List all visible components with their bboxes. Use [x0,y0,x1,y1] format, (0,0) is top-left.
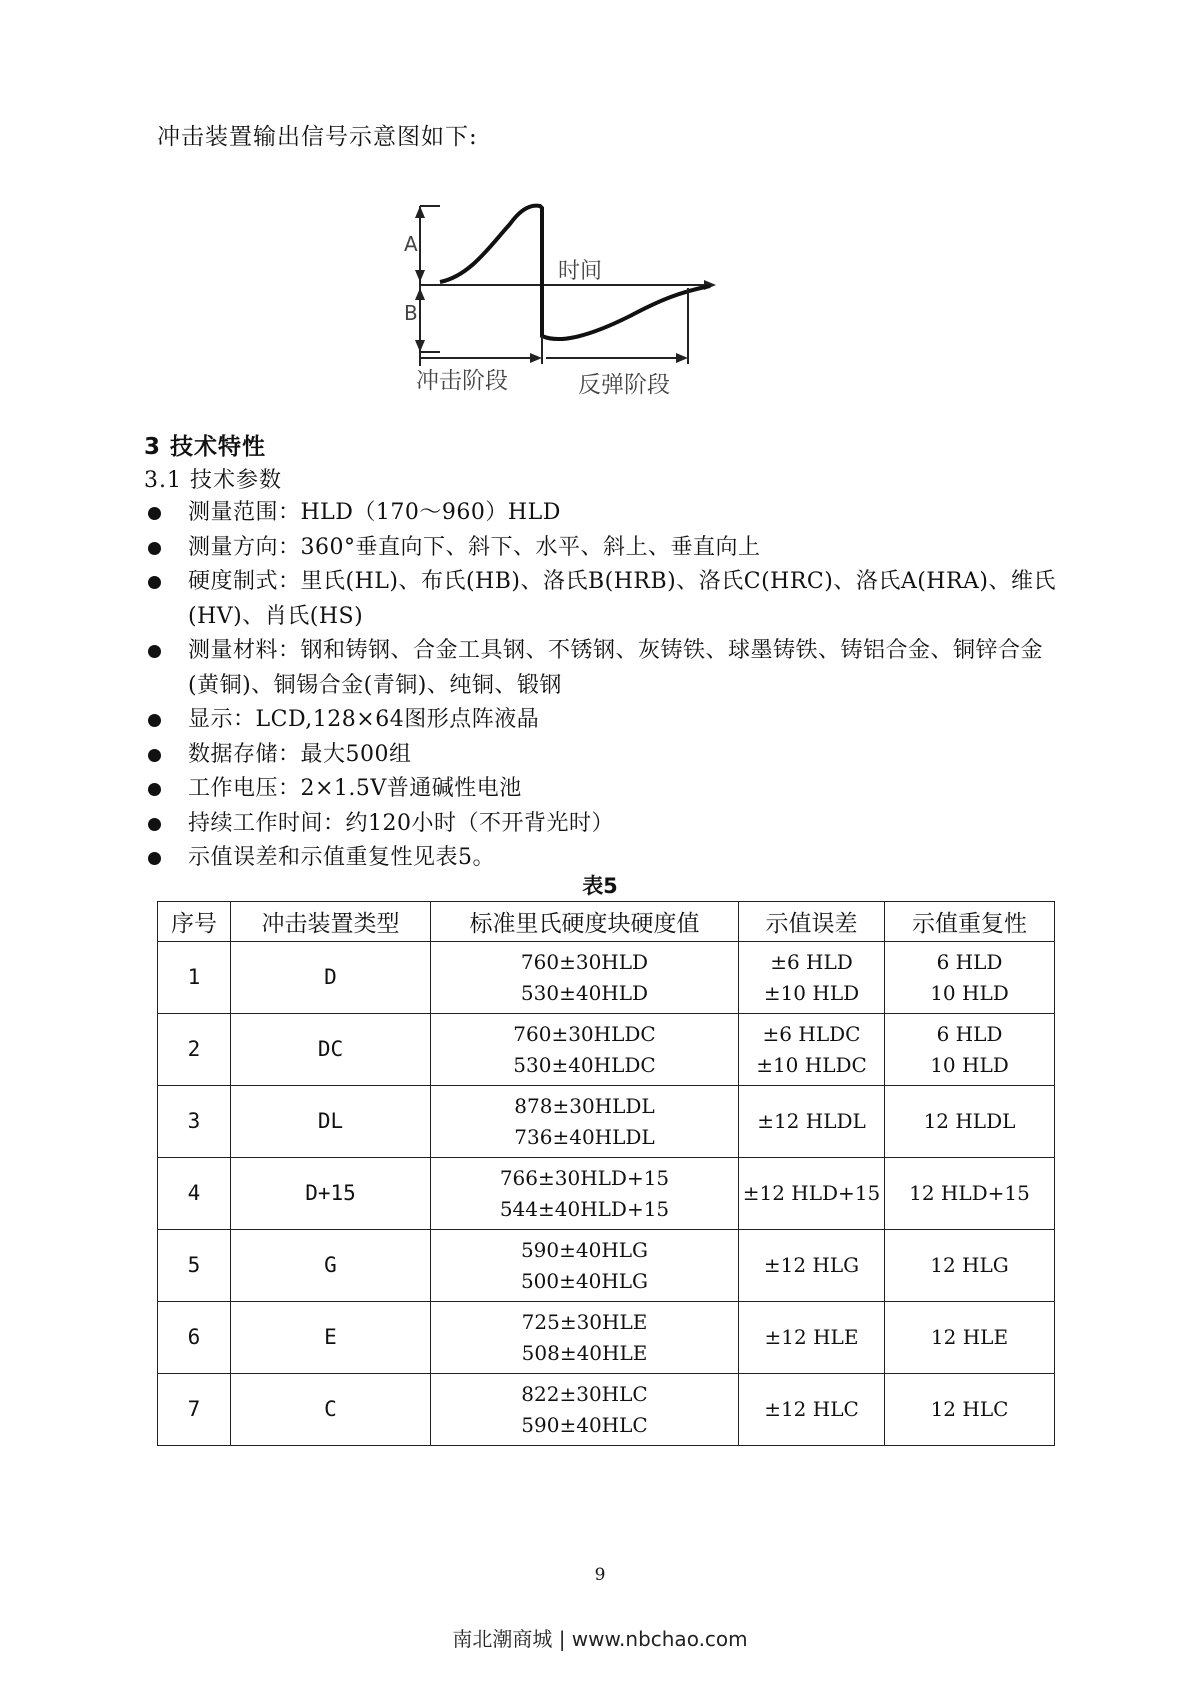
table-row [158,942,1055,1014]
table-header-row [158,902,1055,942]
bullet-dot-icon [148,542,161,555]
cell-repeatability: 12 HLDL [885,1086,1055,1158]
bullet-text: 工作电压：2×1.5V普通碱性电池 [188,776,522,801]
bullet-item [144,807,1074,842]
cell-no: 5 [158,1230,231,1302]
cell-error: ±12 HLG [739,1230,885,1302]
bullet-text: 持续工作时间：约120小时（不开背光时） [188,810,614,836]
cell-type: DL [231,1086,431,1158]
bullet-dot-icon [148,507,161,520]
cell-no: 6 [158,1302,231,1374]
cell-standard-line: 760±30HLDC [513,1021,656,1046]
cell-repeatability: 12 HLC [885,1374,1055,1446]
cell-type: D [231,942,431,1014]
b-bottom-arrow [415,340,425,352]
cell-standard-line: 508±40HLE [521,1340,648,1365]
cell-error: ±12 HLD+15 [739,1158,885,1230]
cell-error-line: ±6 HLD [770,949,853,974]
header-device-type: 冲击装置类型 [231,902,431,942]
signal-diagram-svg [404,196,770,416]
cell-no: 1 [158,942,231,1014]
bullet-dot-icon [148,645,161,658]
bullet-text: 测量方向：360°垂直向下、斜下、水平、斜上、垂直向上 [188,534,761,560]
header-no: 序号 [158,902,231,942]
cell-standard-line: 760±30HLD [520,949,649,974]
cell-standard-line: 822±30HLC [521,1381,648,1406]
cell-standard [431,1086,739,1158]
cell-standard [431,1302,739,1374]
diagram-intro-text: 冲击装置输出信号示意图如下: [157,124,478,150]
label-rebound-stage: 反弹阶段 [578,372,670,398]
cell-type: C [231,1374,431,1446]
label-time: 时间 [558,259,603,284]
cell-standard-line: 590±40HLG [520,1237,649,1262]
cell-error: ±12 HLC [739,1374,885,1446]
cell-error: ±12 HLE [739,1302,885,1374]
impact-stage-arrowhead [530,353,542,363]
cell-repeatability-line: 6 HLD [936,949,1003,974]
cell-repeatability: 12 HLG [885,1230,1055,1302]
footer-site-label: 南北潮商城 | www.nbchao.com [452,1627,748,1651]
header-repeatability: 示值重复性 [885,902,1055,942]
a-top-arrow [415,206,425,218]
a-bottom-arrow [415,270,425,282]
bullet-item [144,703,1074,738]
cell-type: D+15 [231,1158,431,1230]
cell-repeatability: 12 HLE [885,1302,1055,1374]
cell-standard [431,1158,739,1230]
label-impact-stage: 冲击阶段 [416,368,508,394]
b-top-arrow [415,288,425,300]
cell-error [739,942,885,1014]
bullet-text: 显示：LCD,128×64图形点阵液晶 [188,707,540,732]
cell-standard [431,1014,739,1086]
cell-type: E [231,1302,431,1374]
cell-repeatability: 12 HLD+15 [885,1158,1055,1230]
cell-standard-line: 766±30HLD+15 [499,1165,670,1190]
cell-repeatability [885,1014,1055,1086]
cell-no: 7 [158,1374,231,1446]
cell-repeatability-line: 6 HLD [936,1021,1003,1046]
table-row [158,1230,1055,1302]
label-b: B [404,301,418,325]
cell-repeatability-line: 10 HLD [930,1052,1009,1077]
page-number: 9 [594,1565,606,1585]
table-row [158,1374,1055,1446]
bullet-item [144,496,1074,531]
rebound-stage-arrowhead [676,353,688,363]
cell-no: 4 [158,1158,231,1230]
table-row [158,1158,1055,1230]
subsection-title: 3.1 技术参数 [144,468,282,493]
header-error: 示值误差 [739,902,885,942]
cell-type: G [231,1230,431,1302]
cell-error-line: ±10 HLDC [756,1052,867,1077]
bullet-text: 测量材料：钢和铸钢、合金工具钢、不锈钢、灰铸铁、球墨铸铁、铸铝合金、铜锌合金(黄铜)、铜锡合金(青铜)、纯铜、锻钢 [188,638,1044,698]
cell-no: 2 [158,1014,231,1086]
cell-error: ±12 HLDL [739,1086,885,1158]
cell-error [739,1014,885,1086]
cell-standard-line: 544±40HLD+15 [499,1196,670,1221]
cell-repeatability-line: 10 HLD [930,980,1009,1005]
cell-standard-line: 530±40HLDC [513,1052,656,1077]
cell-no: 3 [158,1086,231,1158]
bullet-item [144,772,1074,807]
bullet-dot-icon [148,852,161,865]
cell-type: DC [231,1014,431,1086]
bullet-text: 数据存储：最大500组 [188,741,412,767]
cell-standard [431,1374,739,1446]
cell-standard-line: 590±40HLC [521,1412,648,1437]
cell-standard-line: 736±40HLDL [514,1124,655,1149]
bullet-item [144,738,1074,773]
cell-standard-line: 530±40HLD [520,980,649,1005]
cell-repeatability [885,942,1055,1014]
bullet-text: 示值误差和示值重复性见表5。 [188,845,495,870]
cell-standard-line: 500±40HLG [520,1268,649,1293]
accuracy-table [157,901,1055,1446]
section-title: 3 技术特性 [144,434,267,460]
table-row [158,1086,1055,1158]
bullet-text: 测量范围：HLD（170～960）HLD [188,500,561,525]
cell-standard [431,942,739,1014]
bullet-dot-icon [148,749,161,762]
bullet-item [144,531,1074,566]
cell-standard-line: 878±30HLDL [514,1093,655,1118]
bullet-item [144,565,1074,634]
table-row [158,1302,1055,1374]
header-standard-block: 标准里氏硬度块硬度值 [431,902,739,942]
cell-error-line: ±10 HLD [763,980,860,1005]
bullet-item [144,634,1074,703]
bullet-dot-icon [148,783,161,796]
spec-bullet-list [144,496,1074,876]
bullet-dot-icon [148,576,161,589]
cell-standard [431,1230,739,1302]
table-caption: 表5 [582,874,618,898]
cell-error-line: ±6 HLDC [762,1021,861,1046]
cell-standard-line: 725±30HLE [521,1309,648,1334]
bullet-dot-icon [148,818,161,831]
label-a: A [404,232,418,256]
bullet-text: 硬度制式：里氏(HL)、布氏(HB)、洛氏B(HRB)、洛氏C(HRC)、洛氏A(HRA)、维氏(HV)、肖氏(HS) [188,569,1057,629]
table-row [158,1014,1055,1086]
bullet-dot-icon [148,714,161,727]
signal-diagram [404,196,770,416]
